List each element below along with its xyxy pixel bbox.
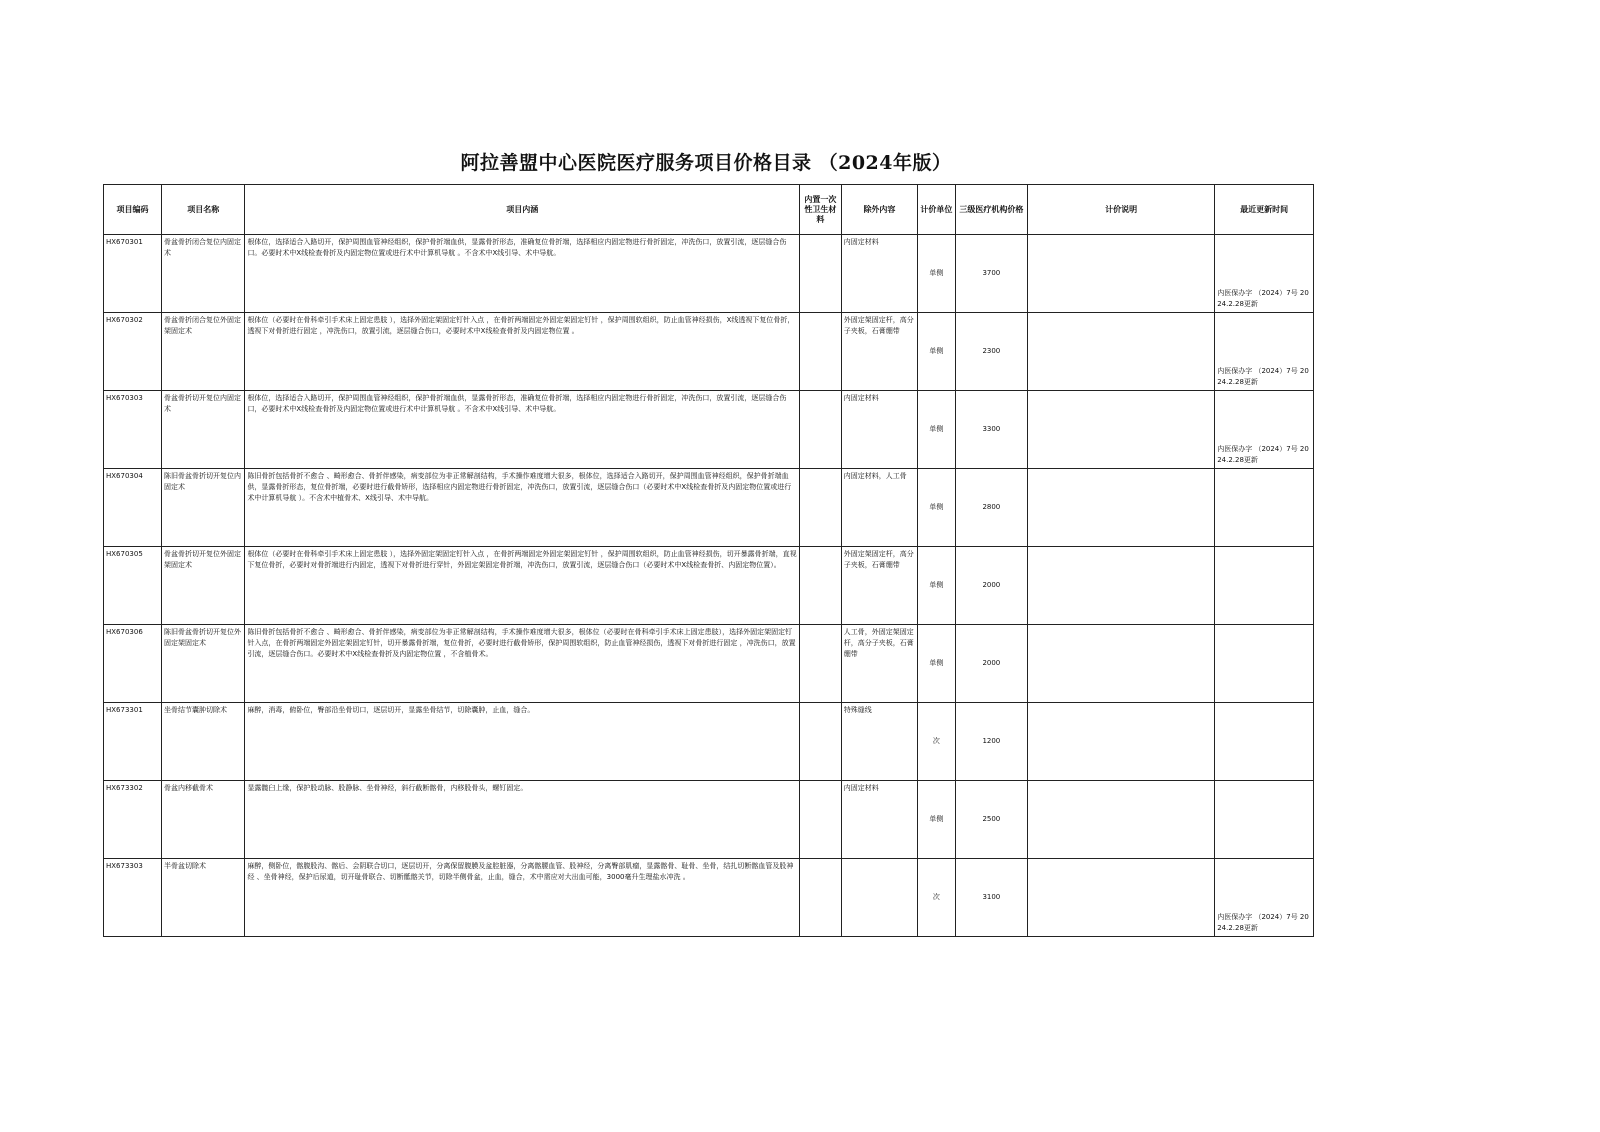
cell-unit: 单侧	[918, 547, 956, 625]
cell-unit: 单侧	[918, 391, 956, 469]
table-row	[104, 703, 1314, 781]
cell-content: 根体位，选择适合入路切开，保护周围血管神经组织，保护骨折端血供，显露骨折形态，准确复位骨折端，选择相应内固定物进行骨折固定，冲洗伤口，放置引流，逐层缝合伤口。必要时术中X线检查骨折及内固定物位置或进行术中计算机导航 。不含术中X线引导、术中导航。	[245, 235, 800, 313]
table-row	[104, 625, 1314, 703]
cell-note	[1027, 781, 1214, 859]
cell-content: 根体位（必要时在骨科牵引手术床上固定患肢 ），选择外固定架固定钉针入点 ，在骨折两端固定外固定架固定钉针 ，保护周围软组织，防止血管神经损伤，切开暴露骨折端，直视下复位骨折，必要时对骨折端进行内固定，透视下对骨折进行穿针，外固定架固定骨折端，冲洗伤口，放置引流，逐层缝合伤口（必要时术中X线检查骨折、内固定物位置）。	[245, 547, 800, 625]
cell-unit: 单侧	[918, 625, 956, 703]
cell-price: 3700	[955, 235, 1027, 313]
cell-name: 坐骨结节囊肿切除术	[162, 703, 245, 781]
cell-name: 陈旧骨盆骨折切开复位内固定术	[162, 469, 245, 547]
cell-content: 显露髋臼上缘，保护股动脉、股静脉、坐骨神经，斜行截断髂骨，内移股骨头，螺钉固定。	[245, 781, 800, 859]
header-material: 内置一次性卫生材料	[800, 185, 842, 235]
cell-price: 3300	[955, 391, 1027, 469]
cell-name: 骨盆内移截骨术	[162, 781, 245, 859]
cell-updated: 内医保办字 （2024）7号 2024.2.28更新	[1215, 313, 1314, 391]
cell-content: 麻醉，消毒，俯卧位，臀部沿坐骨切口，逐层切开，显露坐骨结节，切除囊肿，止血，缝合。	[245, 703, 800, 781]
cell-price: 1200	[955, 703, 1027, 781]
cell-content: 麻醉，侧卧位，髂腹股沟、髂后、会阴联合切口，逐层切开，分离保留腹膜及盆腔脏器，分离髂腰血管、股神经，分离臀部肌瘤，显露髂骨、耻骨、坐骨，结扎切断髂血管及股神经 、坐骨神经，保护后尿道，切开耻骨联合、切断骶髂关节，切除半侧骨盆，止血，缝合，术中需应对大出血可能，3000毫升生理盐水冲洗 。	[245, 859, 800, 937]
cell-material	[800, 391, 842, 469]
cell-material	[800, 313, 842, 391]
cell-unit: 单侧	[918, 235, 956, 313]
cell-unit: 次	[918, 859, 956, 937]
header-name: 项目名称	[162, 185, 245, 235]
cell-note	[1027, 625, 1214, 703]
cell-unit: 次	[918, 703, 956, 781]
cell-updated	[1215, 547, 1314, 625]
cell-excluded: 内固定材料	[841, 781, 917, 859]
cell-material	[800, 235, 842, 313]
cell-material	[800, 625, 842, 703]
cell-note	[1027, 547, 1214, 625]
page-title: 阿拉善盟中心医院医疗服务项目价格目录 （2024年版）	[460, 152, 952, 174]
table-header-row	[104, 185, 1314, 235]
table-row	[104, 235, 1314, 313]
cell-excluded: 人工骨，外固定架固定杆，高分子夹板，石膏绷带	[841, 625, 917, 703]
table-row	[104, 313, 1314, 391]
cell-code: HX670301	[104, 235, 162, 313]
cell-updated	[1215, 625, 1314, 703]
cell-updated: 内医保办字 （2024）7号 2024.2.28更新	[1215, 235, 1314, 313]
cell-price: 2000	[955, 547, 1027, 625]
cell-note	[1027, 703, 1214, 781]
cell-excluded	[841, 859, 917, 937]
cell-unit: 单侧	[918, 313, 956, 391]
cell-unit: 单侧	[918, 781, 956, 859]
cell-code: HX670304	[104, 469, 162, 547]
cell-content: 根体位（必要时在骨科牵引手术床上固定患肢 ），选择外固定架固定钉针入点 ，在骨折两端固定外固定架固定钉针 ，保护周围软组织，防止血管神经损伤，X线透视下复位骨折，透视下对骨折进行固定 ，冲洗伤口，放置引流，逐层缝合伤口，必要时术中X线检查骨折及内固定物位置 。	[245, 313, 800, 391]
cell-excluded: 特殊缝线	[841, 703, 917, 781]
cell-material	[800, 781, 842, 859]
header-note: 计价说明	[1027, 185, 1214, 235]
cell-code: HX670306	[104, 625, 162, 703]
cell-updated: 内医保办字 （2024）7号 2024.2.28更新	[1215, 859, 1314, 937]
cell-name: 骨盆骨折闭合复位外固定架固定术	[162, 313, 245, 391]
cell-name: 陈旧骨盆骨折切开复位外固定架固定术	[162, 625, 245, 703]
cell-material	[800, 703, 842, 781]
cell-code: HX673302	[104, 781, 162, 859]
cell-note	[1027, 313, 1214, 391]
cell-content: 陈旧骨折包括骨折不愈合 、畸形愈合、骨折伴感染，病变部位为非正常解剖结构，手术操作难度增大很多，根体位（必要时在骨科牵引手术床上固定患肢），选择外固定架固定钉针入点，在骨折两端固定外固定架固定钉针，切开暴露骨折端，复位骨折，必要时进行截骨矫形，保护周围软组织，防止血管神经损伤，透视下对骨折进行固定 ，冲洗伤口，放置引流，逐层缝合伤口。必要时术中X线检查骨折及内固定物位置 ，不含植骨术。	[245, 625, 800, 703]
cell-price: 3100	[955, 859, 1027, 937]
cell-name: 骨盆骨折闭合复位内固定术	[162, 235, 245, 313]
header-unit: 计价单位	[918, 185, 956, 235]
cell-updated: 内医保办字 （2024）7号 2024.2.28更新	[1215, 391, 1314, 469]
price-table	[103, 184, 1314, 937]
cell-content: 陈旧骨折包括骨折不愈合 、畸形愈合、骨折伴感染，病变部位为非正常解剖结构，手术操作难度增大很多，根体位，选择适合入路切开，保护周围血管神经组织，保护骨折端血供，显露骨折形态，复位骨折端，必要时进行截骨矫形，选择相应内固定物进行骨折固定，冲洗伤口，放置引流，逐层缝合伤口（必要时术中X线检查骨折及内固定物位置或进行术中计算机导航 ）。不含术中植骨术、X线引导、术中导航。	[245, 469, 800, 547]
cell-code: HX670303	[104, 391, 162, 469]
cell-code: HX670305	[104, 547, 162, 625]
cell-price: 2300	[955, 313, 1027, 391]
cell-excluded: 外固定架固定杆，高分子夹板，石膏绷带	[841, 547, 917, 625]
cell-note	[1027, 235, 1214, 313]
header-updated: 最近更新时间	[1215, 185, 1314, 235]
cell-excluded: 外固定架固定杆，高分子夹板，石膏绷带	[841, 313, 917, 391]
cell-price: 2500	[955, 781, 1027, 859]
header-content: 项目内涵	[245, 185, 800, 235]
cell-code: HX673303	[104, 859, 162, 937]
cell-material	[800, 547, 842, 625]
cell-note	[1027, 469, 1214, 547]
table-row	[104, 469, 1314, 547]
table-row	[104, 547, 1314, 625]
cell-excluded: 内固定材料	[841, 235, 917, 313]
cell-updated	[1215, 469, 1314, 547]
cell-excluded: 内固定材料，人工骨	[841, 469, 917, 547]
cell-note	[1027, 391, 1214, 469]
cell-material	[800, 469, 842, 547]
cell-unit: 单侧	[918, 469, 956, 547]
cell-updated	[1215, 703, 1314, 781]
cell-name: 骨盆骨折切开复位外固定架固定术	[162, 547, 245, 625]
cell-price: 2000	[955, 625, 1027, 703]
header-price: 三级医疗机构价格	[955, 185, 1027, 235]
cell-name: 骨盆骨折切开复位内固定术	[162, 391, 245, 469]
cell-code: HX670302	[104, 313, 162, 391]
header-code: 项目编码	[104, 185, 162, 235]
cell-material	[800, 859, 842, 937]
cell-updated	[1215, 781, 1314, 859]
cell-price: 2800	[955, 469, 1027, 547]
table-row	[104, 391, 1314, 469]
cell-note	[1027, 859, 1214, 937]
table-row	[104, 781, 1314, 859]
header-excluded: 除外内容	[841, 185, 917, 235]
cell-excluded: 内固定材料	[841, 391, 917, 469]
cell-code: HX673301	[104, 703, 162, 781]
cell-name: 半骨盆切除术	[162, 859, 245, 937]
table-row	[104, 859, 1314, 937]
cell-content: 根体位，选择适合入路切开，保护周围血管神经组织，保护骨折端血供，显露骨折形态，准确复位骨折端，选择相应内固定物进行骨折固定，冲洗伤口，放置引流，逐层缝合伤口，必要时术中X线检查骨折及内固定物位置或进行术中计算机导航 。不含术中X线引导、术中导航。	[245, 391, 800, 469]
